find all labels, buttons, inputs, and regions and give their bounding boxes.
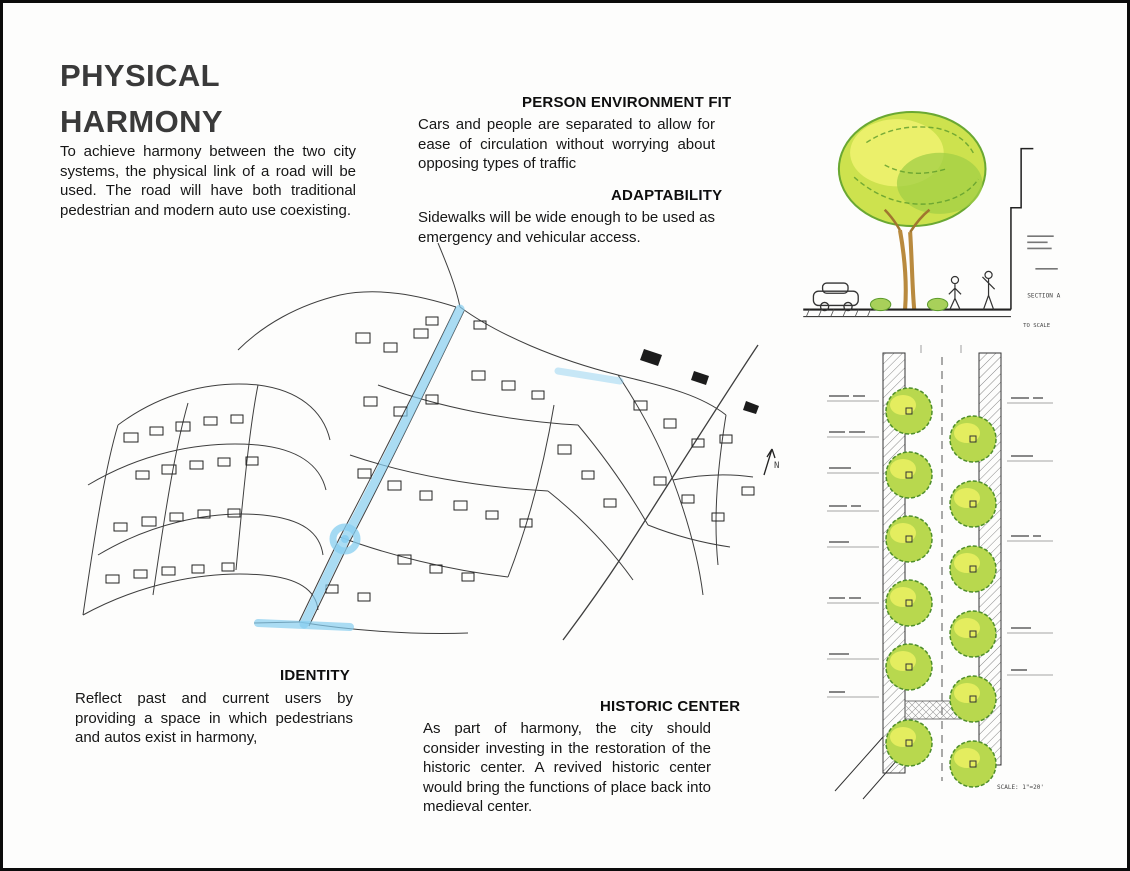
- street-plan-figure: [821, 341, 1061, 801]
- street-plan-sketch-icon: [821, 341, 1061, 801]
- section-a-label: SECTION A: [1027, 292, 1061, 300]
- street-section-figure: [795, 55, 1065, 335]
- city-map-figure: [58, 225, 783, 670]
- north-arrow-icon: [764, 449, 779, 475]
- city-map-sketch-icon: [58, 225, 783, 670]
- street-section-sketch-icon: [795, 55, 1065, 335]
- heading-adaptability: ADAPTABILITY: [611, 187, 723, 204]
- body-person-environment-fit: Cars and people are separated to allow for ease of circulation without worrying about opposing types of traffic: [418, 116, 715, 172]
- page-title: [60, 53, 223, 145]
- heading-person-environment-fit: PERSON ENVIRONMENT FIT: [522, 94, 732, 111]
- plan-scale-label: SCALE: 1"=20': [997, 784, 1044, 791]
- roundabout-marker: [341, 535, 349, 543]
- body-adaptability: Sidewalks will be wide enough to be used as emergency and vehicular access.: [418, 209, 715, 246]
- body-identity: Reflect past and current users by providing a space in which pedestrians and autos exist in harmony,: [75, 690, 353, 746]
- to-scale-label: TO SCALE: [1023, 322, 1051, 329]
- body-historic-center: As part of harmony, the city should consider investing in the restoration of the historic center. A revived historic center would bring the functions of place back into medieval center.: [423, 720, 711, 815]
- car-icon: [813, 283, 858, 310]
- north-label: N: [774, 461, 780, 471]
- page-title-line2: HARMONY: [60, 104, 223, 139]
- heading-historic-center: HISTORIC CENTER: [600, 698, 741, 715]
- page-title-line1: PHYSICAL: [60, 58, 220, 93]
- pedestrian-figures-icon: [949, 271, 995, 309]
- intro-paragraph: To achieve harmony between the two city systems, the physical link of a road will be used. The road will have both traditional pedestrian and modern auto use coexisting.: [60, 143, 356, 219]
- heading-identity: IDENTITY: [280, 667, 350, 684]
